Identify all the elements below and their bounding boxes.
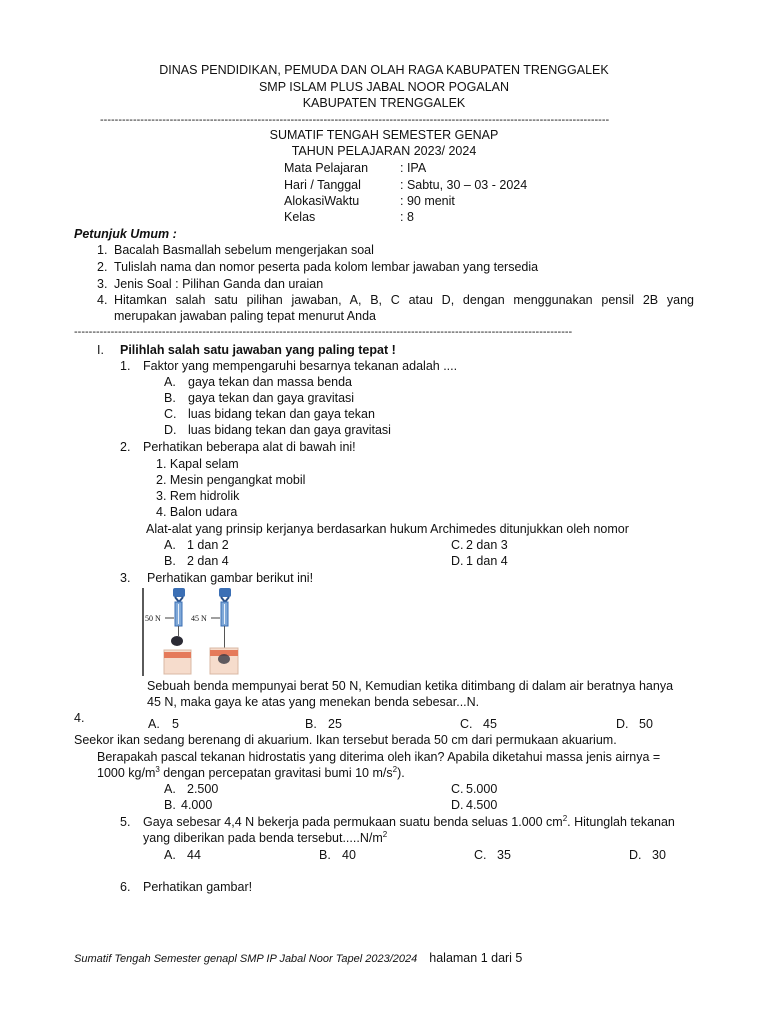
- q5-line-1: [143, 814, 675, 830]
- q2-option-b-letter: B.: [164, 554, 176, 568]
- q2-option-d-letter: D.: [451, 554, 464, 568]
- info-value-duration: : 90 menit: [400, 194, 455, 208]
- q5-option-c-letter: C.: [474, 848, 487, 862]
- q4-option-c: 5.000: [466, 782, 498, 796]
- q1-option-a-letter: A.: [164, 375, 176, 389]
- instruction-num-1: 1.: [97, 243, 108, 257]
- q2-option-c-letter: C.: [451, 538, 464, 552]
- q5-option-c: 35: [497, 848, 511, 862]
- q5-option-b: 40: [342, 848, 356, 862]
- section-title: Pilihlah salah satu jawaban yang paling tepat !: [120, 343, 396, 357]
- instruction-num-4: 4.: [97, 293, 108, 307]
- instruction-text-1: Bacalah Basmallah sebelum mengerjakan soal: [114, 243, 374, 257]
- q4-line-2: Berapakah pascal tekanan hidrostatis yang diterima oleh ikan? Apabila diketahui massa jenis airnya =: [97, 750, 661, 764]
- q4-gravity-exponent: 2: [392, 764, 398, 774]
- q3-figure-label-45n: 45 N: [191, 614, 207, 623]
- q5-line-1-end: . Hitunglah tekanan: [567, 815, 675, 829]
- q4-option-b: 4.000: [181, 798, 213, 812]
- q1-option-d: luas bidang tekan dan gaya gravitasi: [188, 423, 391, 437]
- header-line-3: KABUPATEN TRENGGALEK: [302, 96, 466, 110]
- q4-option-a: 2.500: [187, 782, 219, 796]
- exam-title: SUMATIF TENGAH SEMESTER GENAP: [269, 128, 499, 142]
- q4-line-3-end: ).: [397, 766, 405, 780]
- info-label-duration: AlokasiWaktu: [284, 194, 360, 208]
- q3-stem-line-1: Sebuah benda mempunyai berat 50 N, Kemudian ketika ditimbang di dalam air beratnya hanya: [147, 679, 674, 693]
- q4-density: 1000 kg/m: [97, 766, 156, 780]
- q1-option-b: gaya tekan dan gaya gravitasi: [188, 391, 355, 405]
- q4-option-b-letter: B.: [164, 798, 176, 812]
- instructions-heading: Petunjuk Umum :: [74, 227, 177, 241]
- q6-number: 6.: [120, 880, 131, 894]
- q3-figure-spring-balance: [142, 586, 244, 678]
- q3-text: Perhatikan gambar berikut ini!: [147, 571, 314, 585]
- instruction-text-4-cont: merupakan jawaban paling tepat menurut Anda: [114, 309, 376, 323]
- q6-text: Perhatikan gambar!: [143, 880, 253, 894]
- q2-option-c: 2 dan 3: [466, 538, 508, 552]
- q3-option-b: 25: [328, 717, 342, 731]
- q1-option-b-letter: B.: [164, 391, 176, 405]
- exam-year: TAHUN PELAJARAN 2023/ 2024: [291, 144, 477, 158]
- info-label-class: Kelas: [284, 210, 316, 224]
- q5-option-d-letter: D.: [629, 848, 642, 862]
- q2-stem: Alat-alat yang prinsip kerjanya berdasarkan hukum Archimedes ditunjukkan oleh nomor: [146, 522, 629, 536]
- q3-number: 3.: [120, 571, 131, 585]
- instruction-num-2: 2.: [97, 260, 108, 274]
- q3-option-b-letter: B.: [305, 717, 317, 731]
- q2-option-b: 2 dan 4: [187, 554, 229, 568]
- q2-item-1: 1. Kapal selam: [156, 457, 239, 471]
- section-number: I.: [97, 343, 104, 357]
- q5-line-2-text: yang diberikan pada benda tersebut.....N/m: [143, 831, 383, 845]
- q2-number: 2.: [120, 440, 131, 454]
- q5-line-1-text: Gaya sebesar 4,4 N bekerja pada permukaan suatu benda seluas 1.000 cm: [143, 815, 563, 829]
- q2-text: Perhatikan beberapa alat di bawah ini!: [143, 440, 356, 454]
- info-value-subject: : IPA: [400, 161, 427, 175]
- footer-text: Sumatif Tengah Semester genapl SMP IP Jabal Noor Tapel 2023/2024: [74, 953, 418, 965]
- q4-line-3: [97, 765, 405, 781]
- q5-option-a: 44: [187, 848, 201, 862]
- q4-option-a-letter: A.: [164, 782, 176, 796]
- info-value-class: : 8: [400, 210, 414, 224]
- q1-option-c-letter: C.: [164, 407, 177, 421]
- q4-gravity: dengan percepatan gravitasi bumi 10 m/s: [159, 766, 393, 780]
- q1-option-a: gaya tekan dan massa benda: [188, 375, 353, 389]
- q3-stem-line-2: 45 N, maka gaya ke atas yang menekan benda sebesar...N.: [147, 695, 480, 709]
- q1-number: 1.: [120, 359, 131, 373]
- q4-line-1: Seekor ikan sedang berenang di akuarium. Ikan tersebut berada 50 cm dari permukaan akuarium.: [74, 733, 617, 747]
- q2-option-d: 1 dan 4: [466, 554, 508, 568]
- q4-option-d: 4.500: [466, 798, 498, 812]
- header-line-2: SMP ISLAM PLUS JABAL NOOR POGALAN: [258, 80, 510, 94]
- q4-density-exponent: 3: [155, 764, 160, 774]
- instruction-num-3: 3.: [97, 277, 108, 291]
- instructions-separator: ----------------------------------------------------------------------------------------------------------------------------------------: [74, 326, 573, 338]
- info-label-date: Hari / Tanggal: [284, 178, 361, 192]
- q1-option-c: luas bidang tekan dan gaya tekan: [188, 407, 375, 421]
- q5-area-exponent: 2: [562, 813, 568, 823]
- q3-option-d-letter: D.: [616, 717, 629, 731]
- header-line-1: DINAS PENDIDIKAN, PEMUDA DAN OLAH RAGA KABUPATEN TRENGGALEK: [159, 63, 609, 77]
- spring-balance-air: [164, 588, 191, 674]
- footer-page-number: halaman 1 dari 5: [429, 951, 523, 965]
- q4-option-d-letter: D.: [451, 798, 464, 812]
- q5-option-d: 30: [652, 848, 666, 862]
- q2-item-2: 2. Mesin pengangkat mobil: [156, 473, 306, 487]
- q3-option-c: 45: [483, 717, 497, 731]
- q2-item-4: 4. Balon udara: [156, 505, 238, 519]
- instruction-text-4: Hitamkan salah satu pilihan jawaban, A, B, C atau D, dengan menggunakan pensil 2B yang: [114, 293, 694, 307]
- footer: [74, 950, 522, 967]
- q3-option-d: 50: [639, 717, 653, 731]
- q3-figure-label-50n: 50 N: [145, 614, 161, 623]
- info-value-date: : Sabtu, 30 – 03 - 2024: [400, 178, 528, 192]
- spring-balance-water: [210, 588, 238, 674]
- q2-option-a: 1 dan 2: [187, 538, 229, 552]
- q3-option-a-letter: A.: [148, 717, 160, 731]
- q5-line-2: [143, 830, 387, 846]
- instruction-text-3: Jenis Soal : Pilihan Ganda dan uraian: [114, 277, 324, 291]
- q3-option-c-letter: C.: [460, 717, 473, 731]
- q5-number: 5.: [120, 815, 131, 829]
- q5-unit-exponent: 2: [382, 829, 388, 839]
- info-label-subject: Mata Pelajaran: [284, 161, 369, 175]
- q2-option-a-letter: A.: [164, 538, 176, 552]
- q5-option-b-letter: B.: [319, 848, 331, 862]
- q3-option-a: 5: [172, 717, 179, 731]
- q4-number: 4.: [74, 711, 85, 725]
- instruction-text-2: Tulislah nama dan nomor peserta pada kolom lembar jawaban yang tersedia: [114, 260, 539, 274]
- q5-option-a-letter: A.: [164, 848, 176, 862]
- q1-text: Faktor yang mempengaruhi besarnya tekanan adalah ....: [143, 359, 458, 373]
- q2-item-3: 3. Rem hidrolik: [156, 489, 240, 503]
- q4-option-c-letter: C.: [451, 782, 464, 796]
- header-separator: -------------------------------------------------------------------------------------------------------------------------------------------: [100, 114, 610, 126]
- q1-option-d-letter: D.: [164, 423, 177, 437]
